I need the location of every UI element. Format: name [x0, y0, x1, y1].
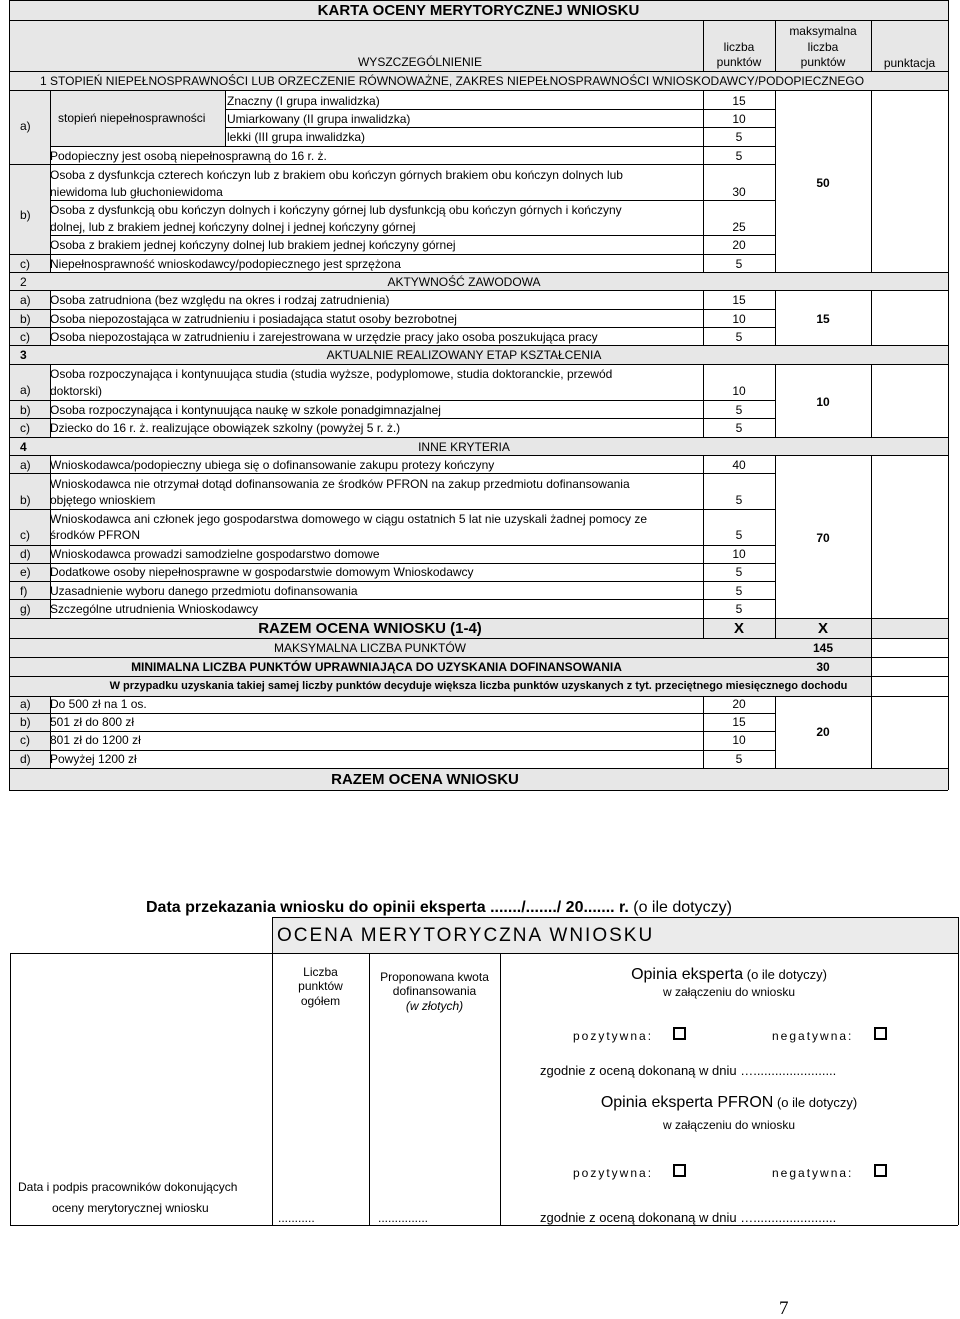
przekazanie-note: (o ile dotyczy)	[628, 899, 732, 916]
opinia-eksperta	[500, 965, 958, 984]
criterion-text: Wnioskodawca prowadzi samodzielne gospodarstwo domowe	[50, 547, 380, 561]
criterion-text: Osoba rozpoczynająca i kontynuująca naukę w szkole ponadgimnazjalnej	[50, 403, 441, 417]
data-podpis-line1: Data i podpis pracowników dokonujących	[18, 1180, 238, 1194]
section2-number: 2	[20, 275, 27, 289]
ocena-title: OCENA MERYTORYCZNA WNIOSKU	[277, 925, 655, 946]
section1a-letter: a)	[20, 119, 31, 133]
pozytywna-label-1: pozytywna:	[573, 1029, 654, 1043]
zalacznik-1: w załączeniu do wniosku	[662, 985, 796, 999]
header-maksymalna: maksymalna	[789, 24, 857, 38]
opinia-eksperta-note: (o ile dotyczy)	[743, 967, 827, 982]
data-podpis-line2: oceny merytorycznej wniosku	[52, 1201, 209, 1215]
row-letter: c)	[20, 421, 30, 435]
section1c-letter: c)	[20, 257, 30, 271]
section1-max: 50	[816, 176, 830, 190]
criterion-text: niewidoma lub głuchoniewidoma	[50, 185, 223, 199]
row-letter: c)	[20, 733, 30, 747]
criterion-text: Osoba z brakiem jednej kończyny dolnej lub brakiem jednej kończyny górnej	[50, 238, 456, 252]
dofinansowania-label: dofinansowania	[392, 984, 477, 998]
criterion-text: Osoba z dysfunkcja czterech kończyn lub z brakiem obu kończyn górnych brakiem obu kończyn dolnych lub	[50, 168, 623, 182]
przekazanie-line	[146, 898, 732, 917]
section1-number: 1	[40, 74, 47, 88]
row-letter: a)	[20, 458, 31, 472]
criterion-points: 5	[735, 130, 743, 144]
criterion-points: 20	[732, 238, 746, 252]
pozytywna-label-2: pozytywna:	[573, 1166, 654, 1180]
opinia-pfron-note: (o ile dotyczy)	[773, 1095, 858, 1110]
min-value: 30	[816, 660, 830, 674]
row-letter: e)	[20, 565, 31, 579]
criterion-text: Dziecko do 16 r. ż. realizujące obowiązek szkolny (powyżej 5 r. ż.)	[50, 421, 401, 435]
row-letter: a)	[20, 293, 31, 307]
criterion-text: Osoba z dysfunkcją obu kończyn dolnych i kończyny górnej lub dysfunkcją obu kończyn górnych i kończyny	[50, 203, 622, 217]
header-punktacja: punktacja	[883, 56, 936, 70]
section3-number: 3	[20, 348, 27, 362]
ogolem-label: ogółem	[300, 994, 341, 1008]
criterion-points: 5	[735, 330, 743, 344]
header-maks-punktow: punktów	[800, 55, 846, 69]
row-letter: b)	[20, 493, 31, 507]
negatywna-checkbox-2[interactable]	[874, 1164, 887, 1177]
criterion-points: 10	[732, 312, 746, 326]
row-letter: b)	[20, 715, 31, 729]
criterion-points: 5	[735, 752, 743, 766]
row-letter: f)	[20, 584, 28, 598]
income-range: Powyżej 1200 zł	[50, 752, 137, 766]
criterion-points: 10	[732, 733, 746, 747]
negatywna-label-1: negatywna:	[772, 1029, 854, 1043]
criterion-text: środków PFRON	[50, 528, 141, 542]
section2-title: AKTYWNOŚĆ ZAWODOWA	[387, 275, 541, 289]
criterion-points: 30	[732, 185, 746, 199]
opinia-pfron	[500, 1093, 958, 1112]
przekazanie-bold: Data przekazania wniosku do opinii eksperta ......./......./ 20....... r.	[146, 899, 629, 916]
criterion-text: Znaczny (I grupa inwalidzka)	[227, 94, 380, 108]
section1b-letter: b)	[20, 208, 31, 222]
criterion-text: Wnioskodawca/podopieczny ubiega się o dofinansowanie zakupu protezy kończyny	[50, 458, 495, 472]
section4-number: 4	[20, 440, 27, 454]
criterion-text: Osoba rozpoczynająca i kontynuująca studia (studia wyższe, podyplomowe, studia doktoranckie, przewód	[50, 367, 613, 381]
criterion-points: 5	[735, 257, 743, 271]
min-label: MINIMALNA LICZBA PUNKTÓW UPRAWNIAJĄCA DO UZYSKANIA DOFINANSOWANIA	[131, 660, 622, 674]
liczba-label: Liczba	[303, 965, 338, 979]
criterion-points: 10	[732, 547, 746, 561]
row-letter: d)	[20, 752, 31, 766]
criterion-text: Osoba zatrudniona (bez względu na okres i rodzaj zatrudnienia)	[50, 293, 390, 307]
criterion-text: Osoba niepozostająca w zatrudnieniu i posiadająca statut osoby bezrobotnej	[50, 312, 457, 326]
razem-x-points: X	[733, 620, 744, 637]
criterion-points: 5	[735, 602, 743, 616]
negatywna-checkbox-1[interactable]	[874, 1027, 887, 1040]
criterion-text: lekki (III grupa inwalidzka)	[227, 130, 366, 144]
criterion-text: Uzasadnienie wyboru danego przedmiotu dofinansowania	[50, 584, 358, 598]
criterion-points: 5	[735, 149, 743, 163]
section1-title: STOPIEŃ NIEPEŁNOSPRAWNOŚCI LUB ORZECZENIE RÓWNOWAŻNE, ZAKRES NIEPEŁNOSPRAWNOŚCI WNIOSKODAWCY/PODOPIECZNEGO	[50, 74, 865, 88]
row-letter: c)	[20, 330, 30, 344]
zgodnie-2: zgodnie z oceną dokonaną w dniu ….......................	[540, 1210, 837, 1225]
row-letter: c)	[20, 528, 30, 542]
criterion-points: 5	[735, 421, 743, 435]
zgodnie-1: zgodnie z oceną dokonaną w dniu ….......................	[540, 1063, 837, 1078]
criterion-text: Dodatkowe osoby niepełnosprawne w gospodarstwie domowym Wnioskodawcy	[50, 565, 474, 579]
criterion-text: Wnioskodawca ani członek jego gospodarstwa domowego w ciągu ostatnich 5 lat nie uzyskali żadnej pomocy ze	[50, 512, 647, 526]
razem-x-max: X	[817, 620, 828, 637]
section4-max: 70	[816, 531, 830, 545]
pozytywna-checkbox-2[interactable]	[673, 1164, 686, 1177]
section3-max: 10	[816, 395, 830, 409]
header-maks-liczba: liczba	[807, 40, 839, 54]
header-liczba: liczba	[723, 40, 755, 54]
criterion-points: 15	[732, 715, 746, 729]
income-range: 501 zł do 800 zł	[50, 715, 135, 729]
criterion-points: 5	[735, 403, 743, 417]
criterion-text: objętego wnioskiem	[50, 493, 156, 507]
kwota-unit: (w złotych)	[405, 999, 464, 1013]
row-letter: g)	[20, 602, 31, 616]
section3-title: AKTUALNIE REALIZOWANY ETAP KSZTAŁCENIA	[326, 348, 602, 362]
criterion-text: dolnej, lub z brakiem jednej kończyny dolnej i jednej kończyny górnej	[50, 220, 416, 234]
razem-label: RAZEM OCENA WNIOSKU	[331, 771, 519, 788]
income-range: Do 500 zł na 1 os.	[50, 697, 147, 711]
header-punktow: punktów	[716, 55, 762, 69]
opinia-pfron-title: Opinia eksperta PFRON	[600, 1094, 774, 1111]
kwota-dots: ...............	[378, 1211, 429, 1225]
kwota-label: Proponowana kwota	[380, 970, 489, 984]
row-letter: a)	[20, 697, 31, 711]
row-letter: b)	[20, 312, 31, 326]
section1a-label: stopień niepełnosprawności	[58, 111, 206, 125]
criterion-points: 25	[732, 220, 746, 234]
criterion-points: 10	[732, 112, 746, 126]
card-title: KARTA OCENY MERYTORYCZNEJ WNIOSKU	[317, 2, 640, 19]
criterion-text: Wnioskodawca nie otrzymał dotąd dofinansowania ze środków PFRON na zakup przedmiotu dofinansowania	[50, 477, 630, 491]
pozytywna-checkbox-1[interactable]	[673, 1027, 686, 1040]
razem-1-4-label: RAZEM OCENA WNIOSKU (1-4)	[258, 620, 482, 637]
row-letter: a)	[20, 383, 31, 397]
criterion-text: Osoba niepozostająca w zatrudnieniu i zarejestrowana w urzędzie pracy jako osoba poszukująca pracy	[50, 330, 598, 344]
criterion-text: Podopieczny jest osobą niepełnosprawną do 16 r. ż.	[50, 149, 327, 163]
income-range: 801 zł do 1200 zł	[50, 733, 141, 747]
zalacznik-2: w załączeniu do wniosku	[662, 1118, 796, 1132]
maks-value: 145	[812, 641, 834, 655]
criterion-points: 5	[735, 584, 743, 598]
criterion-points: 40	[732, 458, 746, 472]
maks-label: MAKSYMALNA LICZBA PUNKTÓW	[273, 641, 467, 655]
criterion-points: 20	[732, 697, 746, 711]
criterion-points: 5	[735, 493, 743, 507]
row-letter: b)	[20, 403, 31, 417]
punktow-label: punktów	[298, 979, 343, 993]
header-wyszczegolnienie: WYSZCZEGÓLNIENIE	[357, 55, 482, 69]
page-number: 7	[779, 1298, 789, 1319]
section4-title: INNE KRYTERIA	[418, 440, 510, 454]
income-max: 20	[816, 725, 830, 739]
negatywna-label-2: negatywna:	[772, 1166, 854, 1180]
opinia-eksperta-title: Opinia eksperta	[631, 966, 744, 983]
criterion-points: 15	[732, 293, 746, 307]
criterion-points: 5	[735, 528, 743, 542]
criterion-text: Umiarkowany (II grupa inwalidzka)	[227, 112, 411, 126]
criterion-points: 10	[732, 384, 746, 398]
criterion-text: doktorski)	[50, 384, 103, 398]
criterion-text: Niepełnosprawność wnioskodawcy/podopiecznego jest sprzężona	[50, 257, 401, 271]
criterion-text: Szczególne utrudnienia Wnioskodawcy	[50, 602, 259, 616]
criterion-points: 15	[732, 94, 746, 108]
liczba-dots: ...........	[278, 1211, 315, 1225]
section2-max: 15	[816, 312, 830, 326]
row-letter: d)	[20, 547, 31, 561]
criterion-points: 5	[735, 565, 743, 579]
income-title: W przypadku uzyskania takiej samej liczby punktów decyduje większa liczba punktów uzyskanych z tyt. przeciętnego miesięcznego dochodu	[109, 680, 848, 692]
